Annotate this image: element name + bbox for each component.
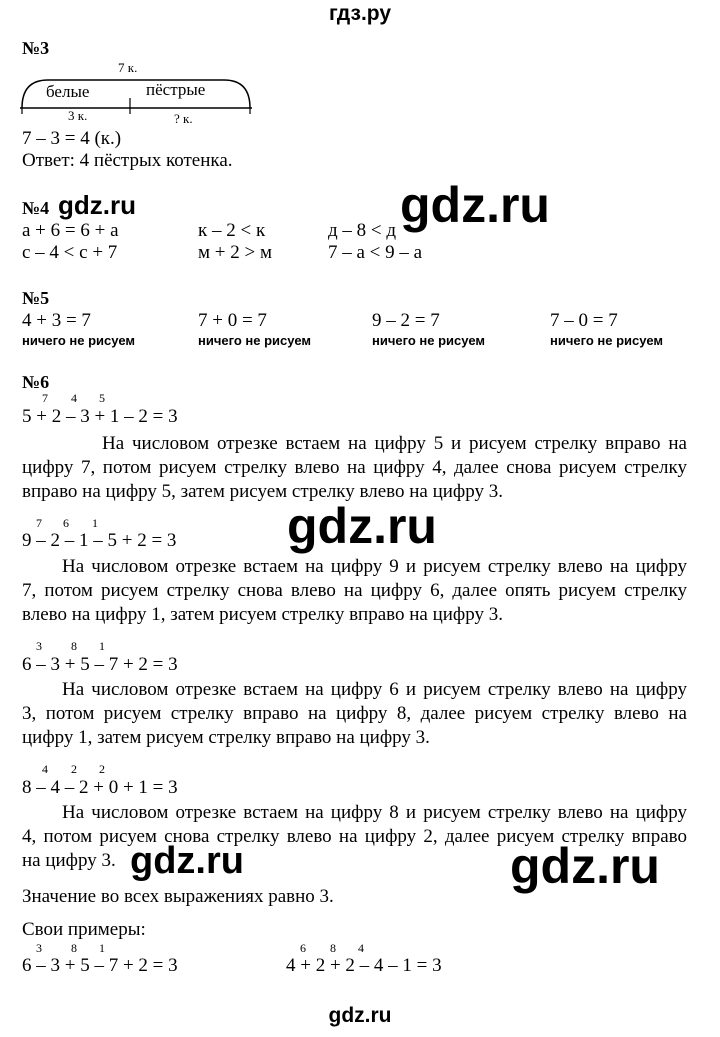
diagram-left-label: белые <box>46 82 90 101</box>
diagram-right-label: пёстрые <box>146 80 206 99</box>
task4-title: №4 <box>22 198 50 218</box>
task5-eq: 7 + 0 = 7 <box>198 310 267 331</box>
explanation-line: На числовом отрезке встаем на цифру 5 и рисуем стрелку вправо на <box>102 433 687 454</box>
explanation-line: 4, потом рисуем снова стрелку влево на цифру 2, далее рисуем стрелку вправо <box>22 826 687 847</box>
own-example-equation: 4 + 2 + 2 – 4 – 1 = 3 <box>286 955 442 976</box>
step-mark: 4 <box>42 762 48 776</box>
step-mark: 4 <box>71 391 77 405</box>
diagram-right-count: ? к. <box>174 111 193 126</box>
explanation-line: на цифру 3. <box>22 850 116 871</box>
watermark: gdz.ru <box>130 840 244 882</box>
task6-conclusion: Значение во всех выражениях равно 3. <box>22 886 334 907</box>
explanation-line: 7, потом рисуем стрелку снова влево на цифру 6, далее опять рисуем стрелку <box>22 580 687 601</box>
explanation-line: На числовом отрезке встаем на цифру 8 и рисуем стрелку влево на цифру <box>62 802 687 823</box>
own-examples-label: Свои примеры: <box>22 919 146 940</box>
step-mark: 7 <box>36 516 42 530</box>
task6-title: №6 <box>22 372 50 392</box>
explanation-line: цифру 1, затем рисуем стрелку вправо на цифру 3. <box>22 727 430 748</box>
step-mark: 6 <box>300 941 306 955</box>
task5-title: №5 <box>22 288 50 308</box>
explanation-line: 3, потом рисуем стрелку вправо на цифру 8, далее рисуем стрелку влево на <box>22 703 687 724</box>
diagram-left-count: 3 к. <box>68 108 88 123</box>
task4-expr: м + 2 > м <box>198 242 272 263</box>
task5-note: ничего не рисуем <box>372 333 486 348</box>
watermark: gdz.ru <box>58 190 136 220</box>
diagram-total-label: 7 к. <box>118 60 138 75</box>
task3-title: №3 <box>22 38 50 58</box>
step-mark: 3 <box>36 941 42 955</box>
task6-equation: 5 + 2 – 3 + 1 – 2 = 3 <box>22 406 178 427</box>
watermark: gdz.ru <box>400 177 550 233</box>
task4-expr: к – 2 < к <box>198 220 266 241</box>
step-mark: 8 <box>330 941 336 955</box>
step-mark: 2 <box>71 762 77 776</box>
task5-note: ничего не рисуем <box>198 333 312 348</box>
own-example-equation: 6 – 3 + 5 – 7 + 2 = 3 <box>22 955 178 976</box>
watermark: gdz.ru <box>287 498 437 554</box>
explanation-line: вправо на цифру 5, затем рисуем стрелку влево на цифру 3. <box>22 481 503 502</box>
task5-note: ничего не рисуем <box>22 333 136 348</box>
watermark: gdz.ru <box>510 838 660 894</box>
task6-equation: 9 – 2 – 1 – 5 + 2 = 3 <box>22 530 177 551</box>
task5-note: ничего не рисуем <box>550 333 664 348</box>
step-mark: 8 <box>71 639 77 653</box>
task6-equation: 6 – 3 + 5 – 7 + 2 = 3 <box>22 654 178 675</box>
task4-expr: 7 – а < 9 – а <box>328 242 423 263</box>
step-mark: 1 <box>99 941 105 955</box>
explanation-line: влево на цифру 1, затем рисуем стрелку вправо на цифру 3. <box>22 604 503 625</box>
site-header: гдз.ру <box>328 2 392 25</box>
step-mark: 1 <box>92 516 98 530</box>
explanation-line: цифру 7, потом рисуем стрелку влево на цифру 4, далее снова рисуем стрелку <box>22 457 687 478</box>
task3-solution: 7 – 3 = 4 (к.) <box>22 128 122 149</box>
task4-expr: а + 6 = 6 + а <box>22 220 119 241</box>
explanation-line: На числовом отрезке встаем на цифру 9 и рисуем стрелку влево на цифру <box>62 556 687 577</box>
step-mark: 1 <box>99 639 105 653</box>
explanation-line: На числовом отрезке встаем на цифру 6 и рисуем стрелку влево на цифру <box>62 679 687 700</box>
task5-eq: 9 – 2 = 7 <box>372 310 440 331</box>
step-mark: 7 <box>42 391 48 405</box>
step-mark: 5 <box>99 391 105 405</box>
step-mark: 8 <box>71 941 77 955</box>
step-mark: 3 <box>36 639 42 653</box>
task5-eq: 7 – 0 = 7 <box>550 310 618 331</box>
site-footer[interactable]: gdz.ru <box>328 1004 392 1027</box>
step-mark: 2 <box>99 762 105 776</box>
step-mark: 6 <box>63 516 69 530</box>
task3-answer: Ответ: 4 пёстрых котенка. <box>22 150 233 171</box>
task6-equation: 8 – 4 – 2 + 0 + 1 = 3 <box>22 777 178 798</box>
task4-expr: с – 4 < с + 7 <box>22 242 118 263</box>
task5-eq: 4 + 3 = 7 <box>22 310 91 331</box>
step-mark: 4 <box>358 941 364 955</box>
task4-expr: д – 8 < д <box>328 220 397 241</box>
